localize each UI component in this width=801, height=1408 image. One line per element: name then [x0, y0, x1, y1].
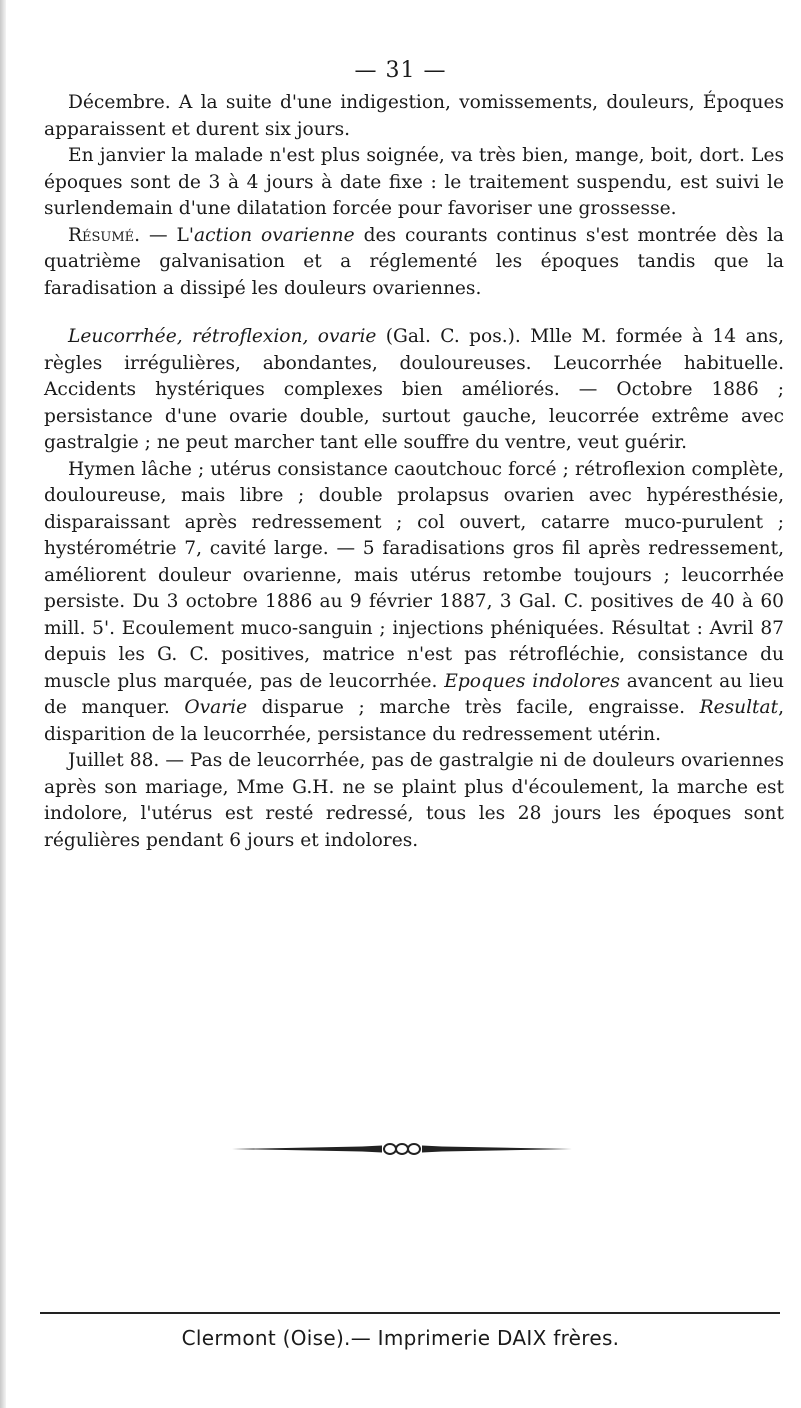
paragraph-followup	[44, 748, 784, 854]
paragraph-2-text: En janvier la malade n'est plus soignée, va très bien, mange, boit, dort. Les époques sont de 3 à 4 jours à date fixe : le traitement suspendu, est suivi le surlendemain d'une dilatation forcée pour favoriser une grossesse.	[44, 145, 784, 219]
paragraph-2	[44, 143, 784, 223]
paragraph-case-heading	[44, 324, 784, 457]
resume-text: des courants continus s'est montrée dès la quatrième galvanisation et a réglementé les époques tandis que la faradisation a dissipé les douleurs ovariennes.	[44, 224, 785, 299]
paragraph-1	[44, 90, 784, 143]
case-details-text-a: Hymen lâche ; utérus consistance caoutchouc forcé ; rétroflexion complète, douloureuse, mais libre ; double prolapsus ovarien avec hypéresthésie, disparaissant après redressement ; col ouvert, catarre muco-purulent ; hystérométrie 7, cavité large. — 5 faradisations gros fil après redressement, améliorent douleur ovarienne, mais utérus retombe toujours ; leucorrhée persiste. Du 3 octobre 1886 au 9 février 1887, 3 Gal. C. positives de 40 à 60 mill. 5'. Ecoulement muco-sanguin ; injections phéniquées. Résultat : Avril 87 depuis les G. C. positives, matrice n'est pas rétrofléchie, consistance du muscle plus marquée, pas de leucorrhée.	[44, 458, 784, 692]
page-edge-shadow	[0, 0, 6, 1408]
case-details-text-b: avancent au lieu de manquer.	[44, 670, 784, 718]
followup-text: Juillet 88. — Pas de leucorrhée, pas de gastralgie ni de douleurs ovariennes après son mariage, Mme G.H. ne se plaint plus d'écoulement, la marche est indolore, l'utérus est resté redressé, tous les 28 jours les époques sont régulières pendant 6 jours et indolores.	[44, 750, 784, 851]
resume-lead: — L'	[140, 224, 195, 246]
case-details-text-c: disparue ; marche très facile, engraisse.	[247, 697, 700, 718]
case-emphasis-resultat: Resultat	[699, 697, 779, 718]
decorative-ornament	[232, 1142, 572, 1156]
paragraph-1-text: Décembre. A la suite d'une indigestion, vomissements, douleurs, Époques apparaissent et durent six jours.	[44, 92, 784, 140]
paragraph-case-details	[44, 457, 784, 749]
resume-label: Résumé.	[68, 224, 141, 246]
case-details-text-d: , disparition de la leucorrhée, persistance du redressement utérin.	[44, 697, 784, 745]
ornament-center-loop-2	[396, 1144, 408, 1154]
case-emphasis-ovarie: Ovarie	[184, 697, 248, 718]
case-intro-text: (Gal. C. pos.). Mlle M. formée à 14 ans, règles irrégulières, abondantes, douloureuses. Leucorrhée habituelle. Accidents hystériques complexes bien améliorés. — Octobre 1886 ; persistance d'une ovarie double, surtout gauche, leucorrée extrême avec gastralgie ; ne peut marcher tant elle souffre du ventre, veut guérir.	[44, 326, 784, 453]
ornament-right-taper	[422, 1146, 572, 1153]
ornament-center-loop-1	[384, 1144, 396, 1154]
case-title: Leucorrhée, rétroflexion, ovarie	[68, 326, 377, 347]
case-emphasis-epoques: Epoques indolores	[444, 670, 620, 692]
page-number: — 31 —	[354, 58, 447, 83]
body-text	[44, 90, 784, 854]
ornament-left-taper	[232, 1146, 382, 1153]
footer-rule	[40, 1312, 780, 1314]
printer-imprint: Clermont (Oise).— Imprimerie DAIX frères.	[181, 1326, 620, 1350]
ornament-center-loop-3	[408, 1144, 420, 1154]
resume-emphasis: action ovarienne	[194, 224, 355, 246]
paragraph-resume	[44, 223, 784, 303]
